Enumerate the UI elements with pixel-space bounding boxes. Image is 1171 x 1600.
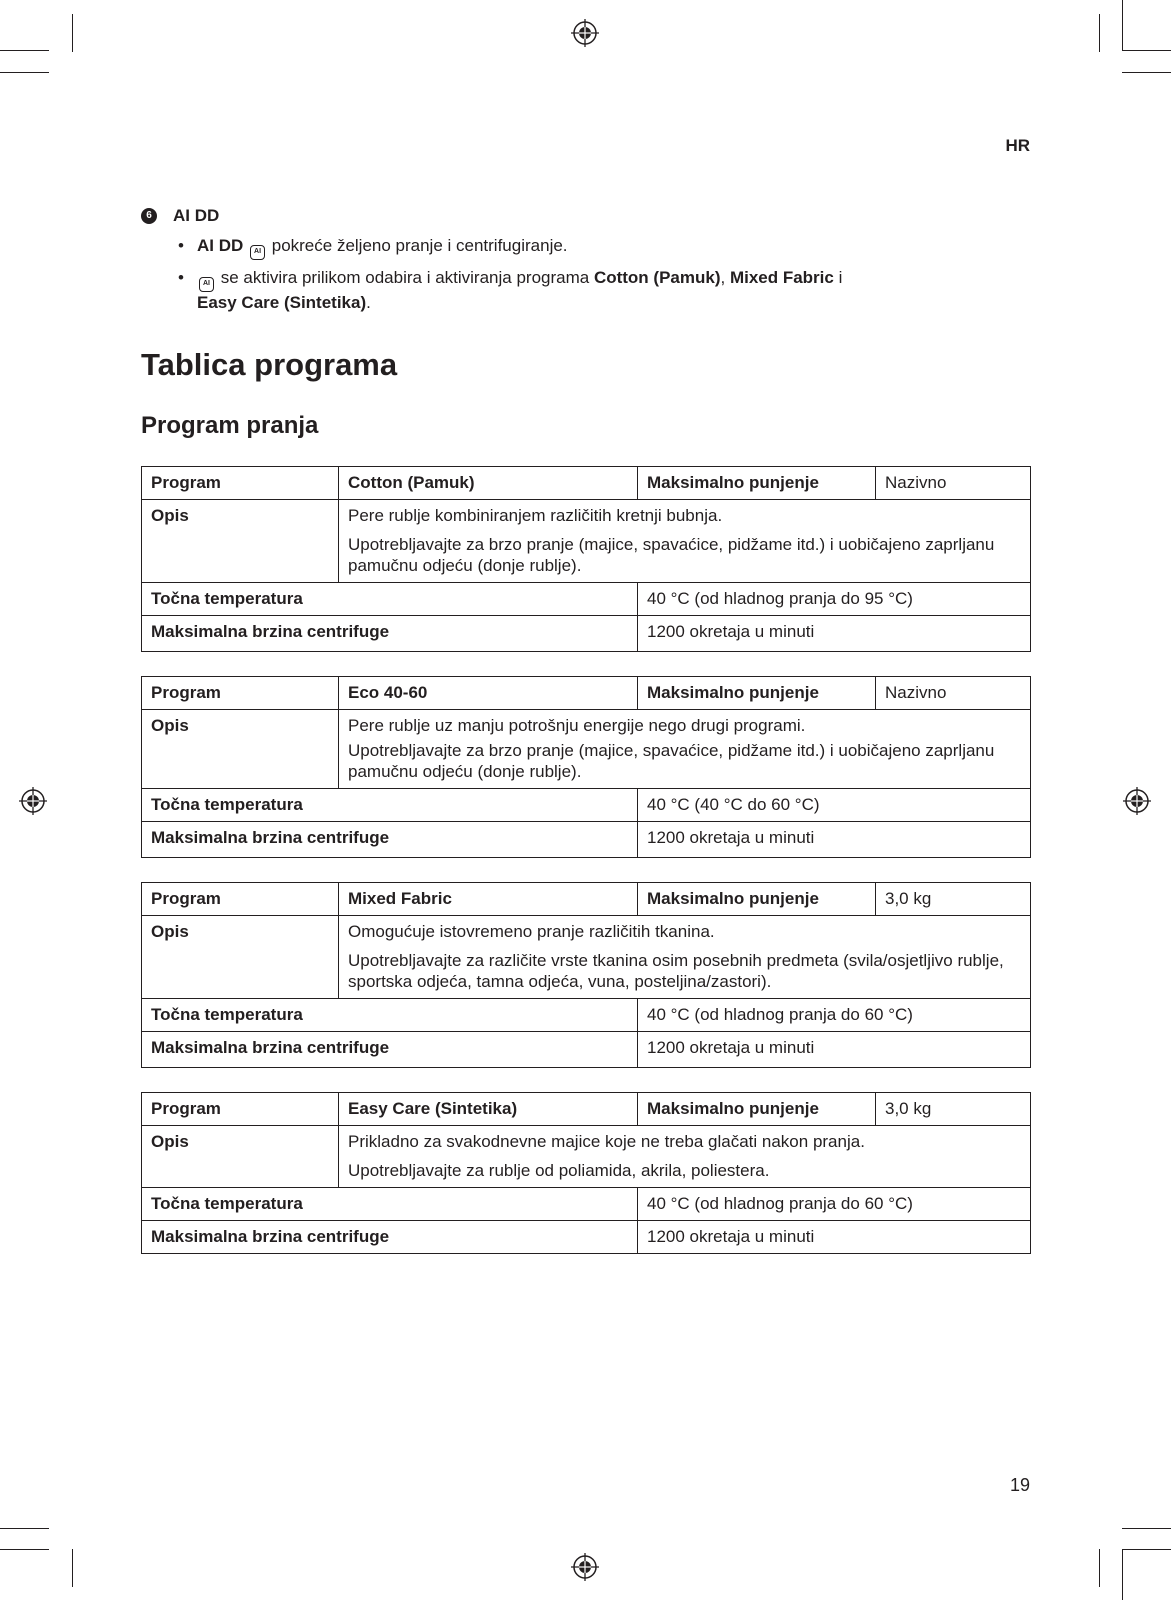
page-title: Tablica programa [141, 347, 398, 382]
page-content [141, 206, 1030, 1254]
registration-mark-icon [570, 1552, 600, 1582]
number-badge-icon: 6 [141, 208, 157, 224]
temperature-value: 40 °C (od hladnog pranja do 60 °C) [638, 999, 1031, 1032]
max-load-value: Nazivno [876, 467, 1031, 500]
ai-dd-icon: AI [199, 277, 214, 292]
table-row [142, 883, 1031, 916]
table-row [142, 500, 1031, 583]
spin-speed-value: 1200 okretaja u minuti [638, 1032, 1031, 1068]
max-load-value: 3,0 kg [876, 1093, 1031, 1126]
separator-text: , [720, 268, 730, 287]
temperature-label: Točna temperatura [142, 583, 638, 616]
table-row [142, 710, 1031, 789]
program-name: Cotton (Pamuk) [593, 268, 721, 287]
temperature-value: 40 °C (od hladnog pranja do 95 °C) [638, 583, 1031, 616]
table-row [142, 1032, 1031, 1068]
crop-mark [0, 72, 49, 73]
crop-mark [1122, 1528, 1171, 1529]
crop-mark [1099, 14, 1100, 52]
description-line: Pere rublje kombiniranjem različitih kretnji bubnja. [348, 506, 723, 525]
opis-label: Opis [142, 710, 339, 789]
description-cell [339, 916, 1031, 999]
temperature-value: 40 °C (40 °C do 60 °C) [638, 789, 1031, 822]
crop-mark [1122, 1549, 1171, 1550]
program-table [141, 1092, 1031, 1254]
ai-dd-title: AI DD [173, 206, 220, 225]
table-row [142, 1093, 1031, 1126]
crop-mark [1122, 1549, 1123, 1600]
temperature-value: 40 °C (od hladnog pranja do 60 °C) [638, 1188, 1031, 1221]
table-row [142, 467, 1031, 500]
opis-label: Opis [142, 916, 339, 999]
crop-mark [72, 1549, 73, 1587]
max-load-label: Maksimalno punjenje [638, 467, 876, 500]
spin-speed-label: Maksimalna brzina centrifuge [142, 616, 638, 652]
opis-label: Opis [142, 1126, 339, 1188]
ai-dd-icon: AI [250, 245, 265, 260]
list-item [141, 235, 1030, 260]
table-row [142, 1188, 1031, 1221]
opis-label: Opis [142, 500, 339, 583]
temperature-label: Točna temperatura [142, 999, 638, 1032]
program-table-wrapper [141, 466, 1030, 652]
description-line: Upotrebljavajte za različite vrste tkanina osim posebnih predmeta (svila/osjetljivo rublje, sportska odjeća, tamna odjeća, vuna, posteljina/zastori). [348, 951, 1004, 991]
description-line: Pere rublje uz manju potrošnju energije nego drugi programi. [348, 716, 806, 735]
crop-mark [1099, 1549, 1100, 1587]
registration-mark-icon [1122, 786, 1152, 816]
crop-mark [0, 50, 49, 51]
description-line: Omogućuje istovremeno pranje različitih tkanina. [348, 922, 715, 941]
program-name: Cotton (Pamuk) [339, 467, 638, 500]
description-cell [339, 500, 1031, 583]
max-load-label: Maksimalno punjenje [638, 883, 876, 916]
section-subtitle: Program pranja [141, 412, 319, 439]
temperature-label: Točna temperatura [142, 1188, 638, 1221]
table-row [142, 789, 1031, 822]
crop-mark [0, 1528, 49, 1529]
table-row [142, 916, 1031, 999]
spin-speed-value: 1200 okretaja u minuti [638, 616, 1031, 652]
program-label: Program [142, 467, 339, 500]
program-table-wrapper [141, 1092, 1030, 1254]
end-punctuation: . [366, 293, 371, 312]
spin-speed-value: 1200 okretaja u minuti [638, 822, 1031, 858]
bullet-text: se aktivira prilikom odabira i aktiviranja programa [216, 268, 594, 287]
table-row [142, 616, 1031, 652]
description-cell [339, 1126, 1031, 1188]
table-row [142, 677, 1031, 710]
table-row [142, 583, 1031, 616]
spin-speed-value: 1200 okretaja u minuti [638, 1221, 1031, 1254]
crop-mark [72, 14, 73, 52]
table-row [142, 1126, 1031, 1188]
description-line: Upotrebljavajte za brzo pranje (majice, spavaćice, pidžame itd.) i uobičajeno zaprljanu pamučnu odjeću (donje rublje). [348, 535, 995, 575]
max-load-label: Maksimalno punjenje [638, 1093, 876, 1126]
program-table [141, 882, 1031, 1068]
max-load-label: Maksimalno punjenje [638, 677, 876, 710]
bullet-icon: • [178, 268, 184, 287]
spin-speed-label: Maksimalna brzina centrifuge [142, 1221, 638, 1254]
table-row [142, 999, 1031, 1032]
table-row [142, 1221, 1031, 1254]
crop-mark [1122, 72, 1171, 73]
description-line: Upotrebljavajte za brzo pranje (majice, spavaćice, pidžame itd.) i uobičajeno zaprljanu pamučnu odjeću (donje rublje). [348, 741, 995, 781]
program-table [141, 466, 1031, 652]
page-number: 19 [1009, 1475, 1030, 1495]
crop-mark [1122, 0, 1123, 50]
description-line: Prikladno za svakodnevne majice koje ne treba glačati nakon pranja. [348, 1132, 865, 1151]
bullet-icon: • [178, 236, 184, 255]
list-item [141, 267, 1030, 313]
program-label: Program [142, 883, 339, 916]
ai-dd-section-heading [141, 206, 1030, 226]
program-label: Program [142, 1093, 339, 1126]
table-row [142, 822, 1031, 858]
crop-mark [1122, 50, 1171, 51]
program-name: Mixed Fabric [729, 268, 834, 287]
temperature-label: Točna temperatura [142, 789, 638, 822]
ai-dd-bold-label: AI DD [197, 236, 244, 255]
program-name: Mixed Fabric [339, 883, 638, 916]
description-line: Upotrebljavajte za rublje od poliamida, akrila, poliestera. [348, 1161, 770, 1180]
description-cell [339, 710, 1031, 789]
registration-mark-icon [18, 786, 48, 816]
program-name: Eco 40-60 [339, 677, 638, 710]
program-table [141, 676, 1031, 858]
max-load-value: 3,0 kg [876, 883, 1031, 916]
spin-speed-label: Maksimalna brzina centrifuge [142, 1032, 638, 1068]
bullet-text: pokreće željeno pranje i centrifugiranje. [267, 236, 568, 255]
spin-speed-label: Maksimalna brzina centrifuge [142, 822, 638, 858]
max-load-value: Nazivno [876, 677, 1031, 710]
program-table-wrapper [141, 882, 1030, 1068]
separator-text: i [833, 268, 843, 287]
registration-mark-icon [570, 18, 600, 48]
language-code: HR [1005, 136, 1030, 155]
program-name: Easy Care (Sintetika) [339, 1093, 638, 1126]
program-table-wrapper [141, 676, 1030, 858]
ai-dd-bullet-list [141, 235, 1030, 313]
crop-mark [0, 1549, 49, 1550]
program-label: Program [142, 677, 339, 710]
program-name: Easy Care (Sintetika) [197, 293, 367, 312]
